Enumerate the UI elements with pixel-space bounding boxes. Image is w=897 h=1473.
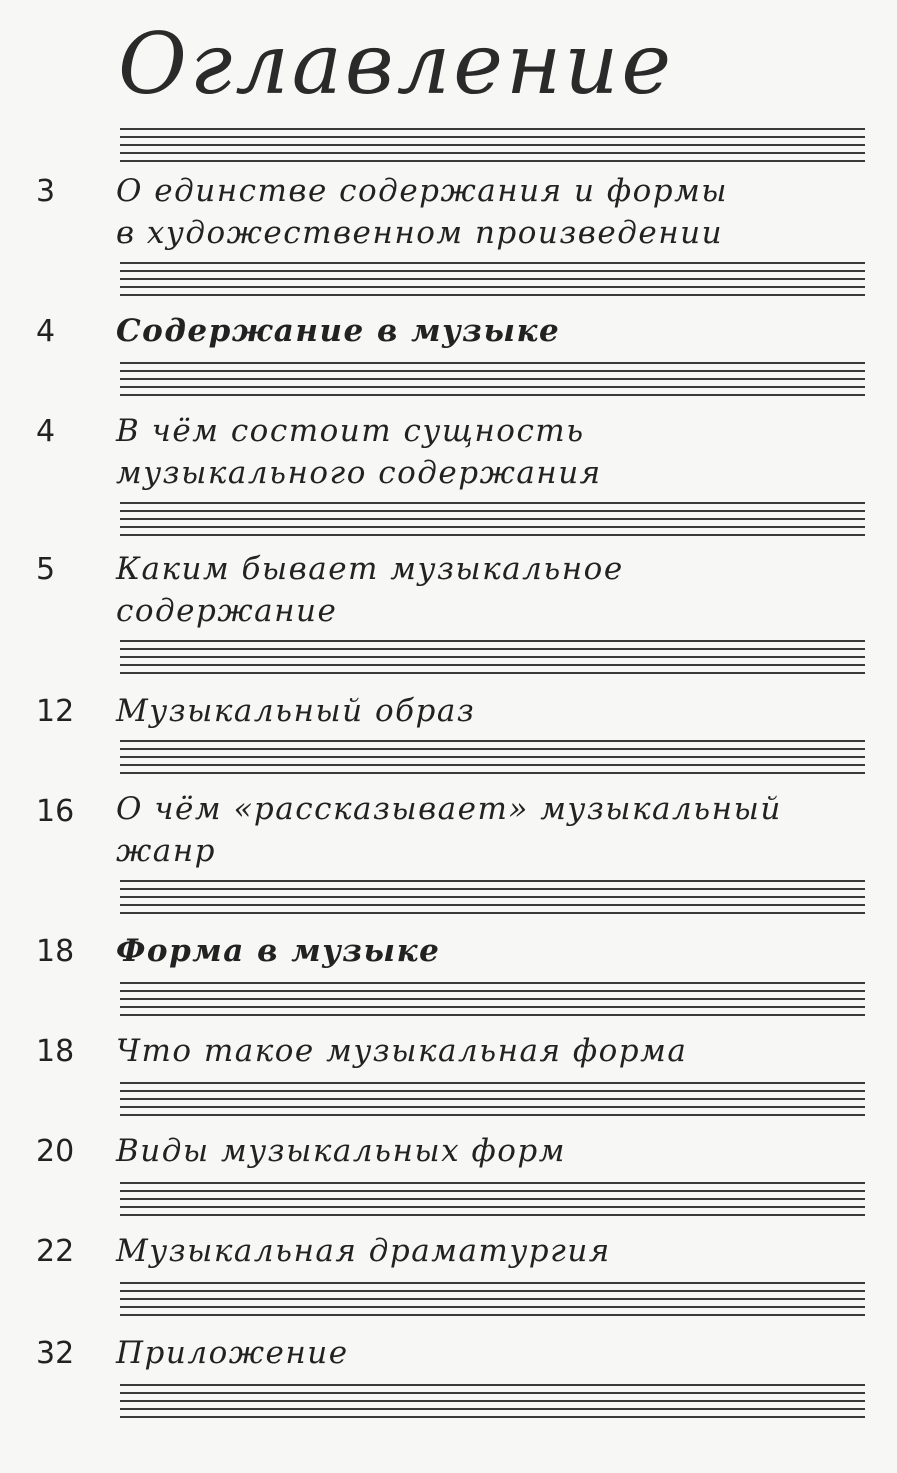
toc-entry-page-number: 5 [36,552,56,587]
staff-divider [120,740,865,776]
toc-entry-page-number: 20 [36,1134,75,1169]
staff-divider [120,640,865,676]
staff-divider [120,128,865,164]
toc-entry-title[interactable]: Музыкальный образ [116,693,476,729]
staff-divider [120,262,865,298]
toc-section-title[interactable]: Содержание в музыке [116,313,561,349]
toc-section-title[interactable]: Форма в музыке [116,933,441,969]
staff-divider [120,502,865,538]
page-title: Оглавление [118,15,675,113]
toc-entry-page-number: 16 [36,794,75,829]
toc-entry-page-number: 4 [36,314,56,349]
staff-divider [120,1082,865,1118]
staff-divider [120,880,865,916]
toc-entry-title[interactable]: Что такое музыкальная форма [116,1033,688,1069]
staff-divider [120,1282,865,1318]
toc-entry-page-number: 18 [36,934,75,969]
toc-entry-title[interactable]: Музыкальная драматургия [116,1233,611,1269]
toc-entry-title[interactable]: Приложение [116,1335,349,1371]
toc-entry-title-continued[interactable]: музыкального содержания [116,455,602,491]
toc-entry-title-continued[interactable]: в художественном произведении [116,215,724,251]
staff-divider [120,982,865,1018]
toc-entry-page-number: 32 [36,1336,75,1371]
toc-entry-page-number: 22 [36,1234,75,1269]
toc-entry-title[interactable]: О чём «рассказывает» музыкальный [116,791,782,827]
staff-divider [120,1182,865,1218]
toc-entry-title[interactable]: Каким бывает музыкальное [116,551,624,587]
toc-entry-page-number: 12 [36,694,75,729]
staff-divider [120,1384,865,1420]
toc-entry-title-continued[interactable]: содержание [116,593,338,629]
toc-entry-page-number: 18 [36,1034,75,1069]
toc-entry-title[interactable]: В чём состоит сущность [116,413,585,449]
toc-entry-title[interactable]: О единстве содержания и формы [116,173,729,209]
toc-entry-title-continued[interactable]: жанр [116,833,216,869]
staff-divider [120,362,865,398]
toc-entry-title[interactable]: Виды музыкальных форм [116,1133,566,1169]
toc-entry-page-number: 3 [36,174,56,209]
toc-entry-page-number: 4 [36,414,56,449]
